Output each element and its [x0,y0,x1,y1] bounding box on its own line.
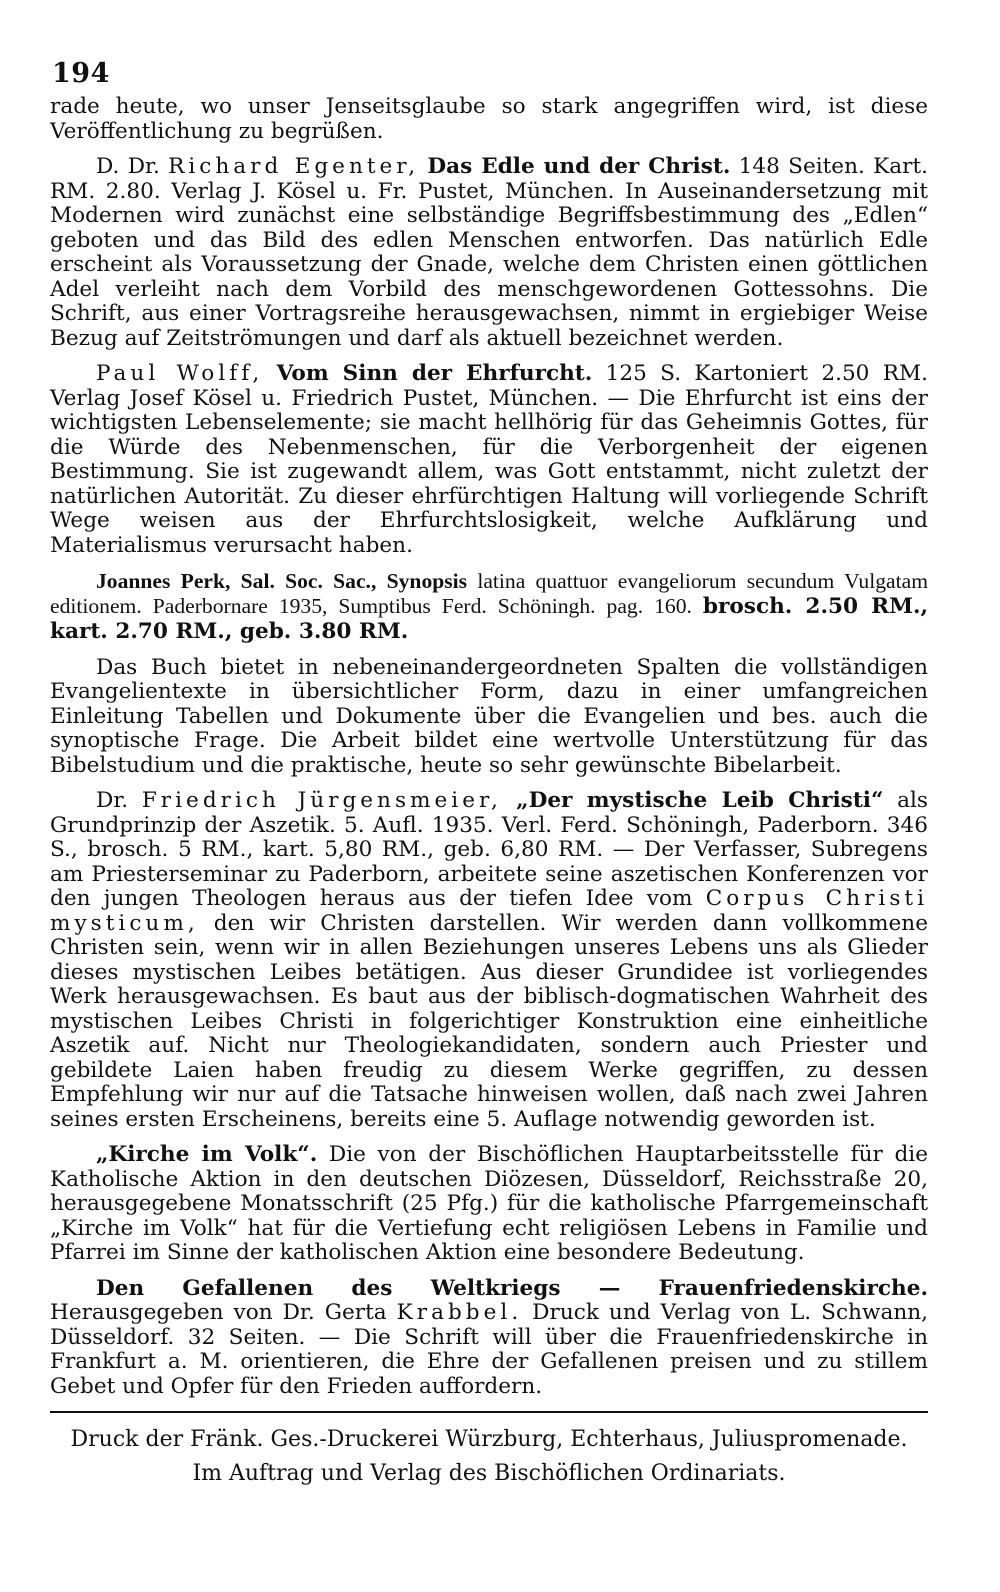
body-text [50,95,928,1399]
review-spaced-term: Corpus Christi mysticum, [50,886,928,936]
notice-kirche-im-volk [50,1143,928,1266]
review-author: Paul Wolff, [96,361,264,386]
review-author: Richard Egenter, [168,154,420,179]
notice-text: Die von der Bischöflichen Hauptarbeitsstelle für die Katholische Aktion in den deutschen Diözesen, Düsseldorf, Reichsstraße 20, herausgegebene Monatsschrift (25 Pfg.) für die katholische Pfarrgemeinschaft „Kirche im Volk“ hat für die Vertiefung echt religiösen Lebens in Familie und Pfarrei im Sinne der katholischen Aktion eine besondere Bedeutung. [50,1142,928,1265]
review-author: Krabbel. [396,1300,523,1325]
review-title: Das Edle und der Christ. [427,154,731,179]
review-text-continued: den wir Christen darstellen. Wir werden dann vollkommene Christen sein, wenn wir in allen Beziehungen unseres Lebens uns als Glieder dieses mystischen Leibes betätigen. Aus dieser Grundidee ist vorliegendes Werk herausgewachsen. Es baut aus der biblisch-dogmatischen Wahrheit des mystischen Leibes Christi in folgerichtiger Konstruktion eine einheitliche Aszetik auf. Nicht nur Theologiekandidaten, sondern auch Priester und gebildete Laien haben freudig zu diesem Werke gegriffen, zu dessen Empfehlung wir nur auf die Tatsache hinweisen wollen, daß nach zwei Jahren seines ersten Erscheinens, bereits eine 5. Auflage notwendig geworden ist. [50,910,928,1132]
review-text: 148 Seiten. Kart. RM. 2.80. Verlag J. Kösel u. Fr. Pustet, München. In Auseinandersetzung mit Modernen wird zunächst eine selbständige Begriffsbestimmung des „Edlen“ geboten und das Bild des edlen Menschen entworfen. Das natürlich Edle erscheint als Voraussetzung der Gnade, welche dem Christen einen göttlichen Adel verleiht nach dem Vorbild des menschgewordenen Gottessohns. Die Schrift, aus einer Vortragsreihe herausgewachsen, nimmt in ergiebiger Weise Bezug auf Zeitströmungen und darf als aktuell bezeichnet werden. [50,154,929,351]
review-text: Das Buch bietet in nebeneinandergeordneten Spalten die vollständigen Evangelientexte in übersichtlicher Form, dazu in einer umfangreichen Einleitung Tabellen und Dokumente über die Evangelien und bes. auch die synoptische Frage. Die Arbeit bildet eine wertvolle Unterstützung für das Bibelstudium und die praktische, heute so sehr gewünschte Bibelarbeit. [50,654,928,778]
review-text: 125 S. Kartoniert 2.50 RM. Verlag Josef Kösel u. Friedrich Pustet, München. — Die Ehrfurcht ist eins der wichtigsten Lebenselemente; sie macht hellhörig für das Geheimnis Gottes, für die Würde des Nebenmenschen, für die Verborgenheit der eigenen Bestimmung. Sie ist zugewandt allem, was Gott entstammt, nicht zuletzt der natürlichen Autorität. Zu dieser ehrfürchtigen Haltung will vorliegende Schrift Wege weisen aus der Ehrfurchtslosigkeit, welche Aufklärung und Materialismus verursacht haben. [50,361,928,558]
paragraph-text: rade heute, wo unser Jenseitsglaube so stark angegriffen wird, ist diese Veröffentlichung zu begrüßen. [50,94,928,144]
review-juergensmeier [50,789,928,1132]
review-title: Den Gefallenen des Weltkriegs — Frauenfriedenskirche. [96,1275,928,1301]
review-text: latina quattuor evangeliorum secundum Vulgatam editionem. Paderbornare 1935, Sumptibus Ferd. Schöningh. pag. 160. [50,569,928,618]
review-frauenfriedenskirche [50,1277,928,1400]
notice-title: „Kirche im Volk“. [96,1142,318,1167]
review-text: Herausgegeben von Dr. Gerta [50,1300,397,1325]
review-egenter [50,155,928,351]
review-prices: brosch. 2.50 RM., kart. 2.70 RM., geb. 3.80 RM. [50,593,929,644]
review-wolff [50,362,928,558]
imprint-line-publisher: Im Auftrag und Verlag des Bischöflichen Ordinariats. [192,1461,786,1486]
review-text-continued: Druck und Verlag von L. Schwann, Düsseldorf. 32 Seiten. — Die Schrift will über die Frauenfriedenskirche in Frankfurt a. M. orientieren, die Ehre der Gefallenen preisen und zu stillem Gebet und Opfer für den Frieden auffordern. [50,1300,929,1399]
review-prefix: D. Dr. [96,154,169,179]
footer-divider [50,1411,928,1413]
paragraph-continuation [50,95,928,144]
imprint [50,1423,928,1491]
page-number: 194 [52,58,110,89]
review-title: Vom Sinn der Ehrfurcht. [276,361,593,386]
review-text: als Grundprinzip der Aszetik. 5. Aufl. 1935. Verl. Ferd. Schöningh, Paderborn. 346 S., brosch. 5 RM., kart. 5,80 RM., geb. 6,80 RM. — Der Verfasser, Subregens am Priesterseminar zu Paderborn, arbeitete seine aszetischen Konferenzen vor den jungen Theologen heraus aus der tiefen Idee vom [50,788,928,911]
imprint-line-printer: Druck der Fränk. Ges.-Druckerei Würzburg, Echterhaus, Juliuspromenade. [70,1427,908,1452]
review-author: Joannes Perk, Sal. Soc. Sac., [96,569,377,593]
review-perk [50,569,928,645]
review-prefix: Dr. [96,788,142,813]
review-title: „Der mystische Leib Christi“ [501,788,884,813]
review-perk-description [50,656,928,779]
review-title: Synopsis [386,569,468,593]
review-author: Friedrich Jürgensmeier, [141,788,502,813]
